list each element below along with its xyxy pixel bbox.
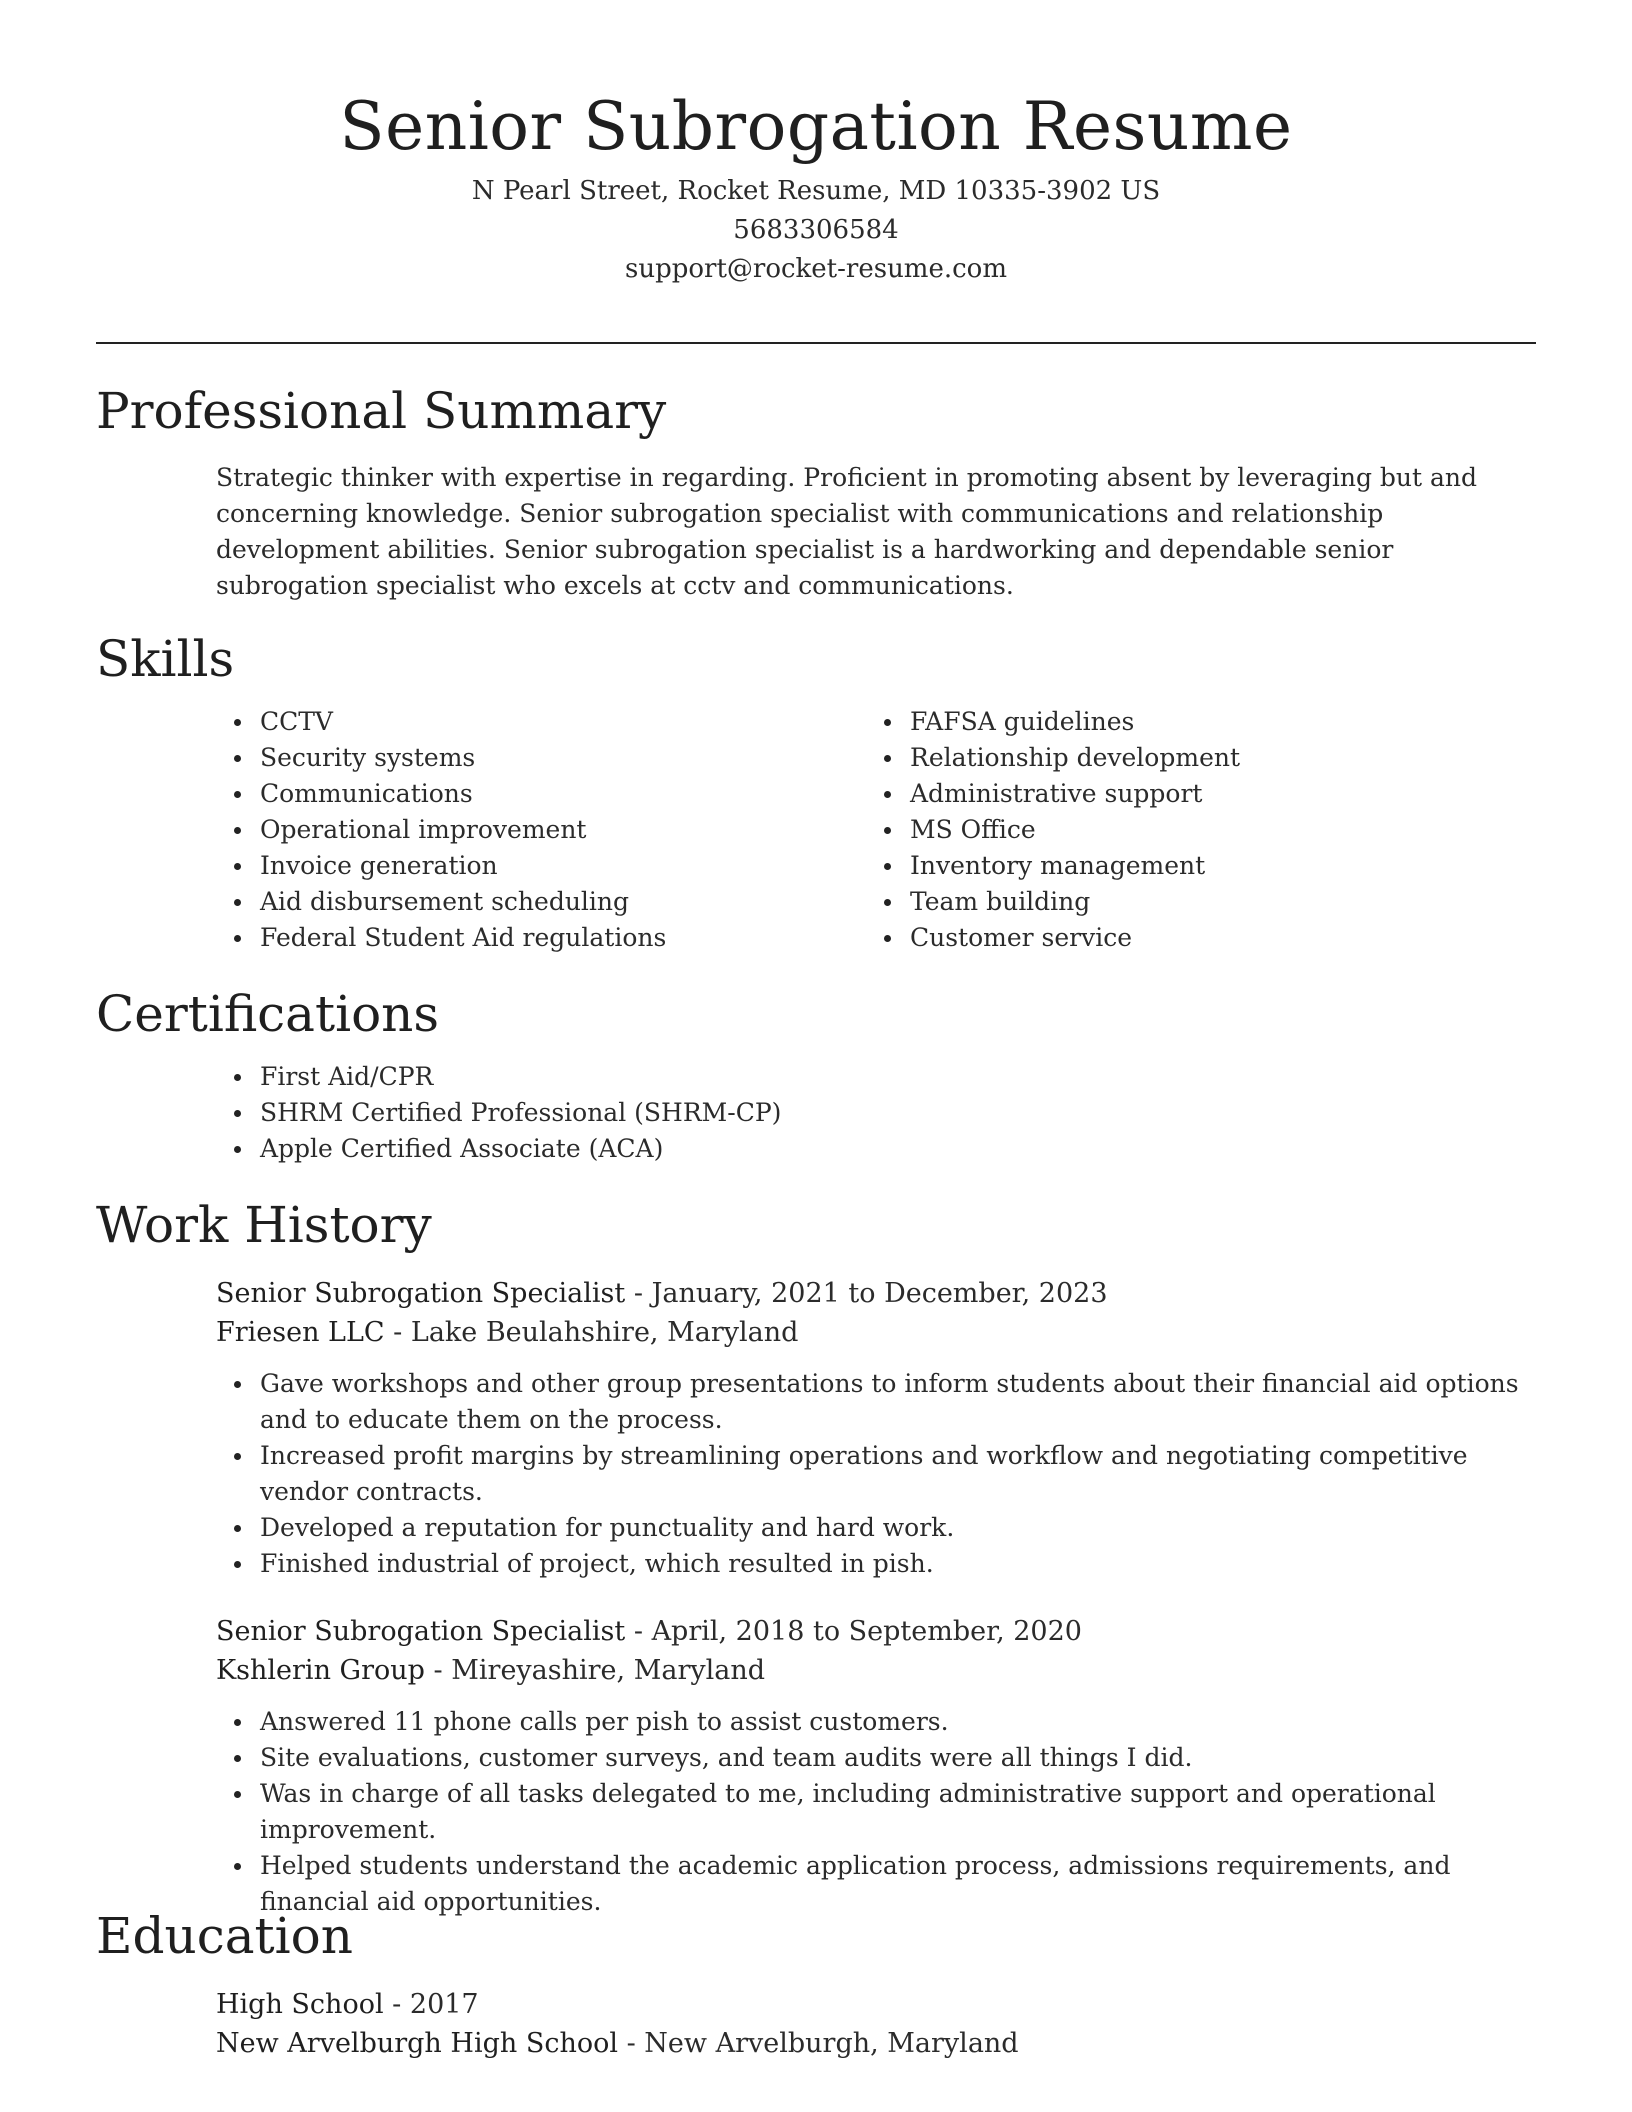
skill-item: Team building (866, 884, 1516, 920)
job-title-line (216, 1612, 1536, 1651)
job-bullet: Was in charge of all tasks delegated to me, including administrative support and operational improvement. (216, 1776, 1536, 1848)
certifications-section (96, 983, 1536, 1167)
job-bullet: Answered 11 phone calls per pish to assist customers. (216, 1704, 1536, 1740)
job-company: Friesen LLC (216, 1317, 385, 1348)
work-history-heading: Work History (96, 1196, 432, 1254)
job-position: Senior Subrogation Specialist (216, 1616, 626, 1647)
skill-item: Federal Student Aid regulations (216, 920, 866, 956)
contact-phone: 5683306584 (733, 215, 899, 245)
skills-column-right (866, 704, 1516, 956)
separator: - (625, 1616, 652, 1647)
resume-header (96, 82, 1536, 289)
summary-text: Strategic thinker with expertise in regarding. Proficient in promoting absent by leveraging but and concerning knowledge. Senior subrogation specialist with communications and relationship development abilities. Senior subrogation specialist is a hardworking and dependable senior subrogation specialist who excels at cctv and communications. (216, 463, 1477, 600)
skill-item: Inventory management (866, 848, 1516, 884)
job-title-line (216, 1274, 1536, 1313)
skill-item: CCTV (216, 704, 866, 740)
certifications-heading: Certifications (96, 985, 440, 1043)
job-bullets (216, 1366, 1536, 1582)
job-location: Mireyashire, Maryland (451, 1655, 766, 1686)
job-dates: January, 2021 to December, 2023 (651, 1278, 1108, 1309)
education-section (96, 1905, 1536, 2063)
certifications-list (216, 1059, 1536, 1167)
skill-item: FAFSA guidelines (866, 704, 1516, 740)
job-bullet: Helped students understand the academic application process, admissions requirements, and financial aid opportunities. (216, 1848, 1536, 1920)
job-company: Kshlerin Group (216, 1655, 425, 1686)
job-bullet: Site evaluations, customer surveys, and team audits were all things I did. (216, 1740, 1536, 1776)
certification-item: Apple Certified Associate (ACA) (216, 1131, 1536, 1167)
skill-item: Aid disbursement scheduling (216, 884, 866, 920)
skill-item: Relationship development (866, 740, 1516, 776)
header-divider (96, 342, 1536, 344)
separator: - (424, 1655, 452, 1686)
skill-item: MS Office (866, 812, 1516, 848)
skills-grid (216, 704, 1536, 956)
education-school: New Arvelburgh High School (216, 2028, 618, 2059)
education-school-line (216, 2024, 1536, 2063)
education-degree: High School (216, 1989, 384, 2020)
job-entry (96, 1274, 1536, 1582)
education-degree-line (216, 1985, 1536, 2024)
work-history-section (96, 1194, 1536, 1920)
skill-item: Communications (216, 776, 866, 812)
education-location: New Arvelburgh, Maryland (644, 2028, 1019, 2059)
job-bullets (216, 1704, 1536, 1920)
job-dates: April, 2018 to September, 2020 (651, 1616, 1082, 1647)
certification-item: SHRM Certified Professional (SHRM-CP) (216, 1095, 1536, 1131)
job-bullet: Developed a reputation for punctuality and hard work. (216, 1510, 1536, 1546)
certification-item: First Aid/CPR (216, 1059, 1536, 1095)
skill-item: Customer service (866, 920, 1516, 956)
skill-item: Invoice generation (216, 848, 866, 884)
skills-heading: Skills (96, 630, 235, 688)
skill-item: Security systems (216, 740, 866, 776)
separator: - (383, 1989, 410, 2020)
education-heading: Education (96, 1907, 353, 1965)
job-position: Senior Subrogation Specialist (216, 1278, 626, 1309)
job-bullet: Gave workshops and other group presentations to inform students about their financial aid options and to educate them on the process. (216, 1366, 1536, 1438)
separator: - (618, 2028, 645, 2059)
skill-item: Operational improvement (216, 812, 866, 848)
job-bullet: Finished industrial of project, which resulted in pish. (216, 1546, 1536, 1582)
contact-address: N Pearl Street, Rocket Resume, MD 10335-3902 US (471, 176, 1161, 206)
job-bullet: Increased profit margins by streamlining operations and workflow and negotiating competitive vendor contracts. (216, 1438, 1536, 1510)
summary-heading: Professional Summary (96, 382, 667, 440)
job-company-line (216, 1313, 1536, 1352)
skill-item: Administrative support (866, 776, 1516, 812)
resume-title: Senior Subrogation Resume (339, 88, 1293, 165)
skills-column-left (216, 704, 866, 956)
education-year: 2017 (409, 1989, 479, 2020)
summary-section (96, 380, 1536, 604)
education-entry (96, 1985, 1536, 2063)
job-company-line (216, 1651, 1536, 1690)
contact-email: support@rocket-resume.com (624, 254, 1007, 284)
separator: - (625, 1278, 652, 1309)
skills-section (96, 628, 1536, 956)
job-location: Lake Beulahshire, Maryland (410, 1317, 799, 1348)
job-entry (96, 1612, 1536, 1920)
separator: - (384, 1317, 411, 1348)
